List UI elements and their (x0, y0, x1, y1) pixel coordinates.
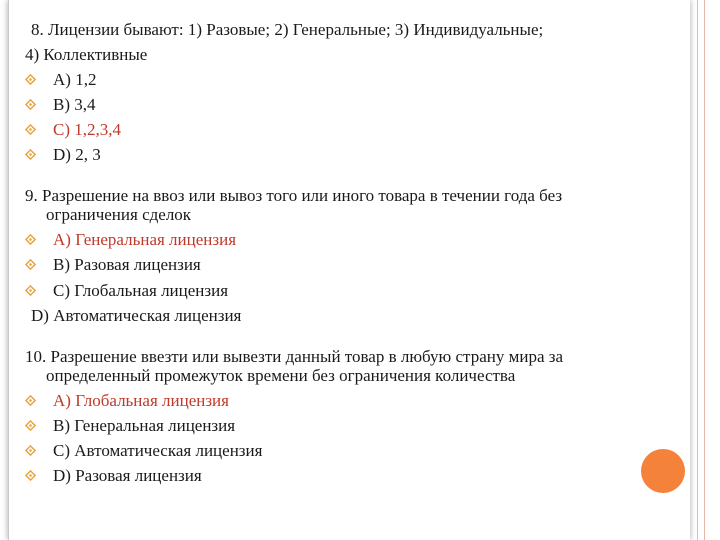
option-label: В) Разовая лицензия (53, 255, 201, 274)
slide-edge-line (704, 0, 705, 540)
diamond-bullet-icon (25, 285, 36, 296)
slide-edge-line (697, 0, 698, 540)
q10-option-c (53, 441, 262, 461)
option-label: С) Автоматическая лицензия (53, 441, 263, 460)
option-label: С) Глобальная лицензия (53, 281, 229, 300)
option-label: В) Генеральная лицензия (53, 416, 236, 435)
option-label: А) Генеральная лицензия (53, 230, 237, 249)
diamond-bullet-icon (25, 149, 36, 160)
diamond-bullet-icon (25, 74, 36, 85)
q9-option-d: D) Автоматическая лицензия (31, 306, 242, 325)
q9-option-a-answer (53, 230, 236, 250)
question-9-text-cont: ограничения сделок (46, 205, 192, 224)
q8-option-b (53, 95, 96, 115)
question-8-text: 8. Лицензии бывают: 1) Разовые; 2) Генеральные; 3) Индивидуальные; (31, 20, 544, 39)
diamond-bullet-icon (25, 445, 36, 456)
option-label: A) 1,2 (53, 70, 97, 89)
q8-option-c-answer (53, 120, 121, 140)
orange-circle-icon (641, 449, 685, 493)
question-8-text-cont: 4) Коллективные (25, 45, 148, 64)
diamond-bullet-icon (25, 470, 36, 481)
option-label: B) 3,4 (53, 95, 96, 114)
option-label: D) Разовая лицензия (53, 466, 202, 485)
option-label: А) Глобальная лицензия (53, 391, 229, 410)
diamond-bullet-icon (25, 234, 36, 245)
q8-option-a (53, 70, 96, 90)
q9-option-b (53, 255, 201, 275)
q8-option-d (53, 145, 101, 165)
diamond-bullet-icon (25, 259, 36, 270)
diamond-bullet-icon (25, 99, 36, 110)
option-label: C) 1,2,3,4 (53, 120, 121, 139)
question-10-text: 10. Разрешение ввезти или вывезти данный товар в любую страну мира за (25, 347, 563, 366)
q10-option-d (53, 466, 202, 486)
diamond-bullet-icon (25, 124, 36, 135)
diamond-bullet-icon (25, 395, 36, 406)
option-label: D) 2, 3 (53, 145, 101, 164)
q9-option-c (53, 281, 228, 301)
question-10-text-cont: определенный промежуток времени без ограничения количества (46, 366, 516, 385)
question-9-text: 9. Разрешение на ввоз или вывоз того или иного товара в течении года без (25, 186, 563, 205)
diamond-bullet-icon (25, 420, 36, 431)
q10-option-a-answer (53, 391, 229, 411)
q10-option-b (53, 416, 235, 436)
